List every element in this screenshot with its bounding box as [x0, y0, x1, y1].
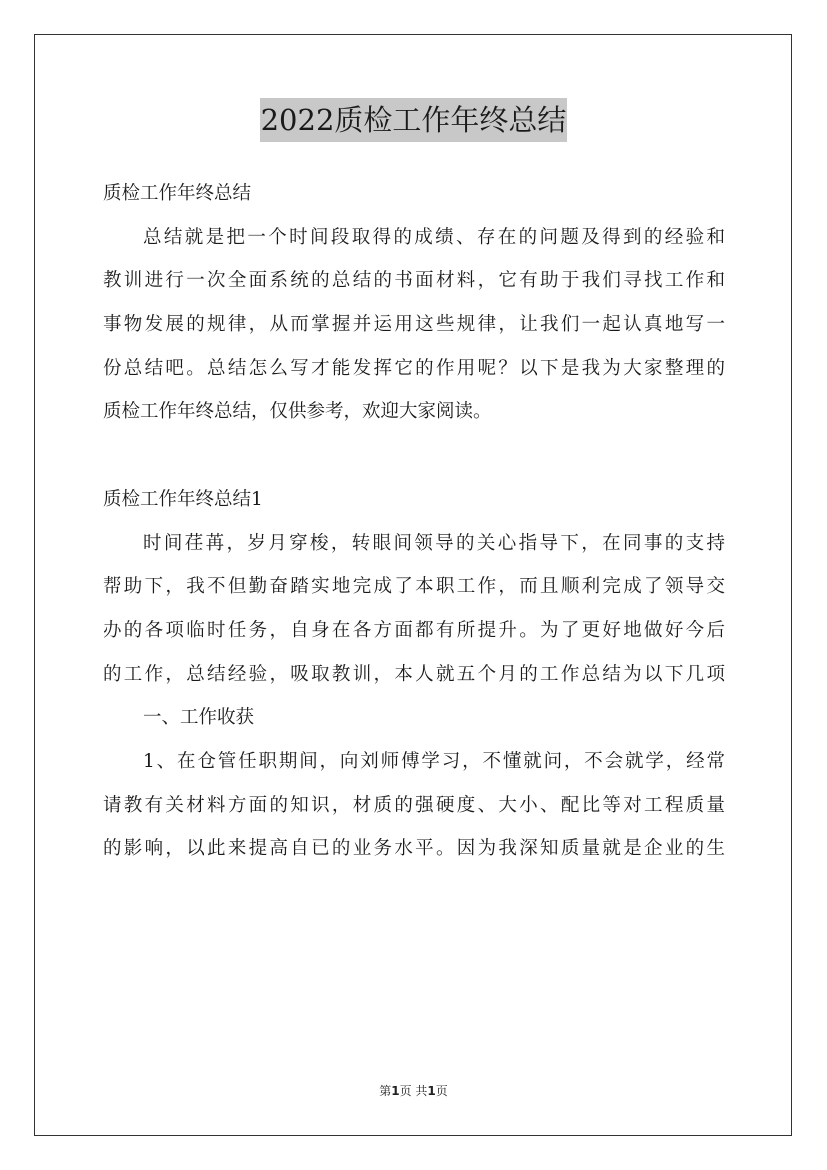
text-line: 1、在仓管任职期间，向刘师傅学习，不懂就问，不会就学，经常 [143, 750, 725, 772]
text-line: 一、工作收获 [143, 707, 255, 729]
text-line: 份总结吧。总结怎么写才能发挥它的作用呢？以下是我为大家整理的 [103, 357, 725, 379]
footer-prefix: 第 [379, 1084, 392, 1098]
text-line: 质检工作年终总结1 [103, 488, 263, 510]
footer-suffix: 页 [435, 1084, 448, 1098]
text-line: 事物发展的规律，从而掌握并运用这些规律，让我们一起认真地写一 [103, 314, 725, 336]
title-block [0, 98, 827, 142]
text-line: 质检工作年终总结，仅供参考，欢迎大家阅读。 [103, 401, 492, 423]
footer-page-total: 1 [427, 1084, 436, 1098]
text-line: 教训进行一次全面系统的总结的书面材料，它有助于我们寻找工作和 [103, 270, 725, 292]
document-body [103, 172, 725, 871]
document-title: 2022质检工作年终总结 [260, 98, 568, 142]
text-line: 办的各项临时任务，自身在各方面都有所提升。为了更好地做好今后 [103, 619, 725, 641]
text-line: 的工作，总结经验，吸取教训，本人就五个月的工作总结为以下几项 [103, 663, 725, 685]
text-line: 帮助下，我不但勤奋踏实地完成了本职工作，而且顺利完成了领导交 [103, 576, 725, 598]
footer-mid: 页 共 [399, 1084, 428, 1098]
text-line: 质检工作年终总结 [103, 183, 252, 204]
text-line: 总结就是把一个时间段取得的成绩、存在的问题及得到的经验和 [143, 226, 725, 248]
footer-page-current: 1 [391, 1084, 400, 1098]
text-line: 请教有关材料方面的知识，材质的强硬度、大小、配比等对工程质量 [103, 794, 725, 816]
blank-line [103, 434, 725, 478]
page-footer [0, 1082, 827, 1099]
text-line: 时间荏苒，岁月穿梭，转眼间领导的关心指导下，在同事的支持 [143, 532, 725, 554]
text-line: 的影响，以此来提高自已的业务水平。因为我深知质量就是企业的生 [103, 838, 725, 860]
